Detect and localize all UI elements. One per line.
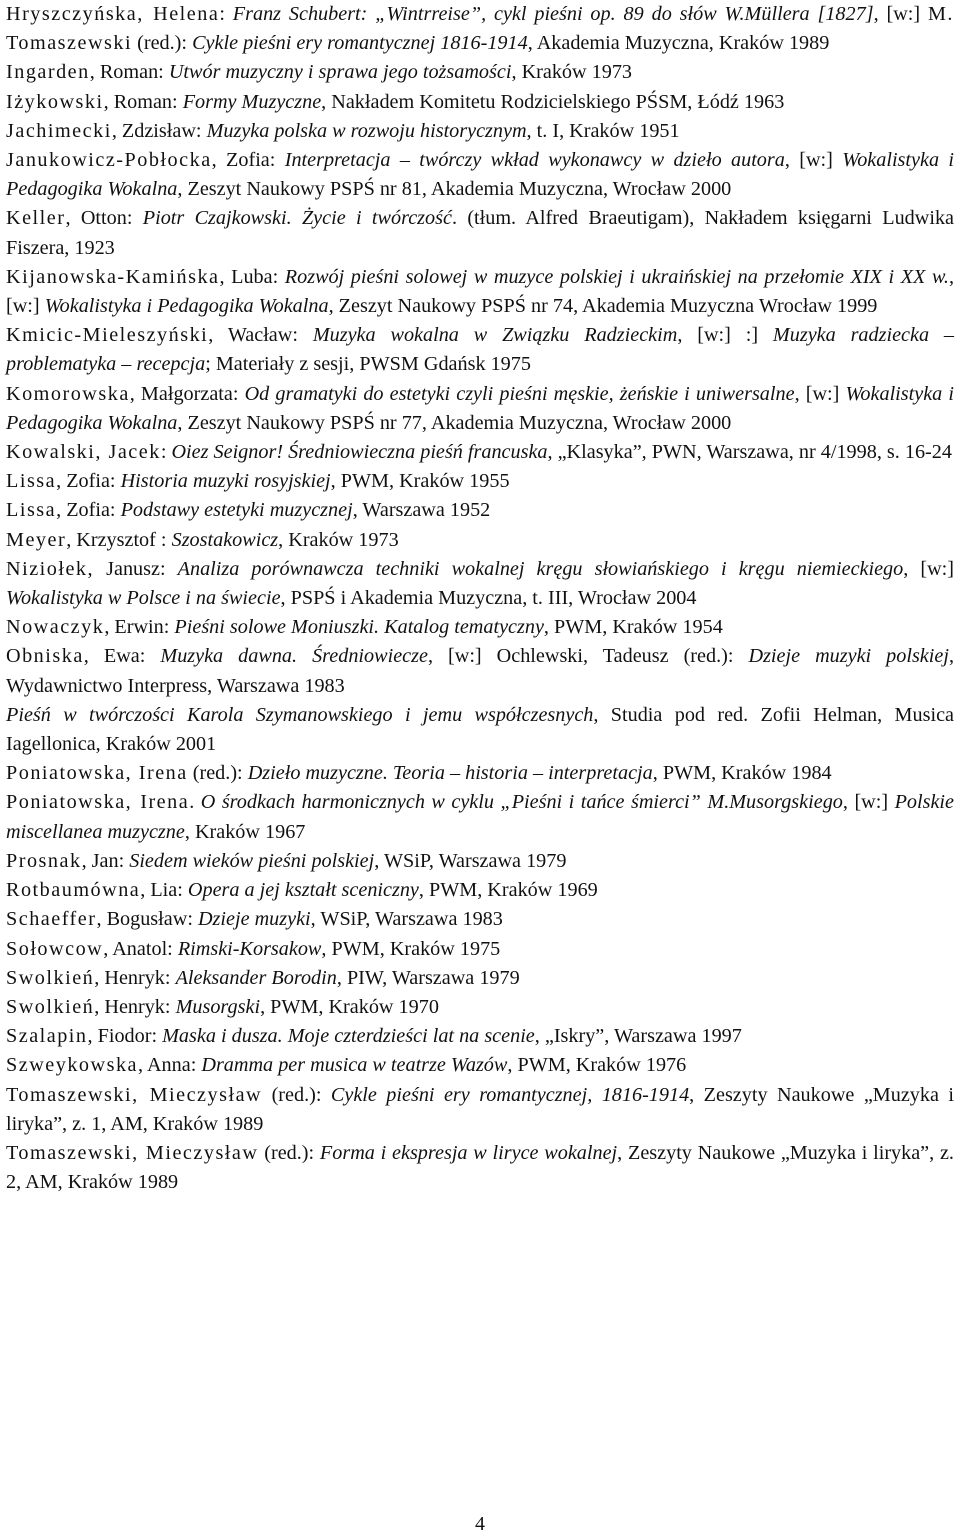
- entry-title: Rozwój pieśni solowej w muzyce polskiej i ukraińskiej na przełomie XIX i XX w.: [284, 265, 949, 288]
- entry-title: Cykle pieśni ery romantycznej, 1816-1914: [330, 1083, 690, 1106]
- entry-text: (red.):: [258, 1141, 320, 1164]
- entry-title: Dzieło muzyczne. Teoria – historia – interpretacja: [247, 762, 653, 785]
- entry-text: , Zeszyty Naukowe „Muzyka i liryka”, z. 2, AM, Kraków 1989: [6, 1141, 954, 1194]
- entry-text: , Erwin:: [104, 616, 175, 639]
- entry-title: Muzyka wokalna w Związku Radzieckim: [312, 324, 678, 347]
- bibliography-entry: [6, 321, 954, 379]
- entry-author: Lissa: [6, 499, 57, 522]
- entry-title: Muzyka dawna. Średniowiecze: [160, 645, 428, 668]
- entry-author: Rotbaumówna: [6, 879, 141, 902]
- entry-title: Piotr Czajkowski. Życie i twórczość: [142, 207, 452, 230]
- entry-text: , „Iskry”, Warszawa 1997: [534, 1025, 742, 1048]
- entry-text: , Zdzisław:: [111, 119, 207, 142]
- entry-text: , PWM, Kraków 1954: [543, 616, 723, 639]
- bibliography-entry: [6, 1022, 954, 1051]
- entry-text: , Kraków 1967: [184, 820, 306, 843]
- entry-text: , [w:]: [873, 3, 928, 25]
- entry-text: , PWM, Kraków 1975: [321, 937, 501, 960]
- entry-author: Nowaczyk: [6, 616, 105, 639]
- entry-title: Analiza porównawcza techniki wokalnej kręgu słowiańskiego i kręgu niemieckiego: [177, 557, 904, 580]
- entry-text: , Studia pod red. Zofii Helman, Musica Iagellonica, Kraków 2001: [6, 703, 954, 756]
- entry-text: Janusz:: [94, 557, 178, 580]
- entry-text: , Wacław:: [208, 324, 313, 347]
- bibliography-list: [6, 0, 954, 1197]
- entry-author: Hryszczyńska, Helena: [6, 3, 220, 25]
- entry-text: , Otton:: [65, 207, 143, 230]
- entry-text: , [w:]: [784, 149, 843, 172]
- entry-text: , PIW, Warszawa 1979: [336, 966, 520, 989]
- entry-author: Ingarden: [6, 61, 90, 84]
- entry-text: , Zofia:: [56, 499, 121, 522]
- bibliography-entry: [6, 964, 954, 993]
- entry-title: Oiez Seignor! Średniowieczna pieśń francuska: [171, 441, 548, 464]
- entry-text: , Henryk:: [94, 966, 176, 989]
- bibliography-entry: [6, 788, 954, 846]
- entry-text: , Małgorzata:: [129, 382, 245, 405]
- entry-text: , Henryk:: [94, 995, 176, 1018]
- entry-text: , PWM, Kraków 1955: [330, 470, 510, 493]
- bibliography-entry: [6, 0, 954, 58]
- entry-title: Formy Muzyczne: [182, 90, 322, 113]
- entry-text: , PSPŚ i Akademia Muzyczna, t. III, Wrocław 2004: [280, 587, 697, 610]
- entry-text: , Wydawnictwo Interpress, Warszawa 1983: [6, 645, 954, 697]
- entry-text: ; Materiały z sesji, PWSM Gdańsk 1975: [205, 353, 531, 376]
- bibliography-entry: [6, 88, 954, 117]
- entry-author: Schaeffer: [6, 908, 97, 931]
- bibliography-entry: [6, 1051, 954, 1080]
- entry-title: Wokalistyka i Pedagogika Wokalna: [44, 295, 329, 318]
- entry-text: , Roman:: [89, 61, 169, 84]
- bibliography-entry: [6, 526, 954, 555]
- entry-text: , Anatol:: [103, 937, 178, 960]
- entry-text: , Kraków 1973: [511, 61, 633, 84]
- entry-title: O środkach harmonicznych w cyklu „Pieśni i tańce śmierci” M.Musorgskiego: [200, 791, 843, 814]
- entry-text: , t. I, Kraków 1951: [526, 119, 680, 142]
- entry-text: , PWM, Kraków 1984: [652, 762, 832, 785]
- entry-author: Komorowska: [6, 382, 130, 405]
- entry-title: Rimski-Korsakow: [177, 937, 322, 960]
- entry-title: Wokalistyka i Pedagogika Wokalna: [6, 149, 954, 201]
- entry-text: , [w:] :]: [677, 324, 773, 347]
- entry-title: Dzieje muzyki: [197, 908, 311, 931]
- entry-author: Jachimecki: [6, 119, 112, 142]
- bibliography-entry: [6, 58, 954, 87]
- entry-text: :: [219, 3, 233, 25]
- entry-text: , Ewa:: [83, 645, 161, 668]
- bibliography-entry: [6, 263, 954, 321]
- bibliography-entry: [6, 146, 954, 204]
- entry-text: , Nakładem Komitetu Rodzicielskiego PŚSM, Łódź 1963: [321, 90, 785, 113]
- bibliography-entry: [6, 204, 954, 262]
- entry-author: Janukowicz-Pobłocka: [6, 149, 212, 172]
- entry-title: Historia muzyki rosyjskiej: [120, 470, 331, 493]
- entry-text: , „Klasyka”, PWN, Warszawa, nr 4/1998, s. 16-24: [547, 441, 952, 464]
- entry-author: Iżykowski: [6, 90, 104, 113]
- entry-author: Kowalski, Jacek: [6, 441, 161, 464]
- entry-text: , [w:] Ochlewski, Tadeusz (red.):: [427, 645, 749, 668]
- entry-title: Muzyka polska w rozwoju historycznym: [206, 119, 527, 142]
- entry-author: Sołowcow: [6, 937, 104, 960]
- entry-author: Tomaszewski, Mieczysław: [6, 1141, 259, 1164]
- entry-title: Dramma per musica w teatrze Wazów: [201, 1054, 508, 1077]
- entry-text: , Fiodor:: [87, 1025, 163, 1048]
- entry-author: Kmicic-Mieleszyński: [6, 324, 209, 347]
- entry-text: , Zeszyt Naukowy PSPŚ nr 77, Akademia Muzyczna, Wrocław 2000: [177, 411, 732, 434]
- entry-text: .: [189, 791, 201, 814]
- entry-author: Prosnak: [6, 849, 82, 872]
- entry-text: , WSiP, Warszawa 1979: [374, 849, 567, 872]
- entry-title: Cykle pieśni ery romantycznej 1816-1914: [192, 32, 528, 55]
- entry-title: Pieśni solowe Moniuszki. Katalog tematyczny: [174, 616, 544, 639]
- entry-author: Poniatowska, Irena: [6, 762, 188, 785]
- entry-title: Siedem wieków pieśni polskiej: [129, 849, 375, 872]
- bibliography-entry: [6, 993, 954, 1022]
- bibliography-entry: [6, 759, 954, 788]
- bibliography-entry: [6, 642, 954, 700]
- entry-title: Interpretacja – twórczy wkład wykonawcy w dzieło autora: [284, 149, 785, 172]
- entry-title: Podstawy estetyki muzycznej: [120, 499, 353, 522]
- entry-title: Franz Schubert: „Wintrreise”, cykl pieśni op. 89 do słów W.Müllera [1827]: [232, 3, 874, 25]
- entry-author: Szweykowska: [6, 1054, 138, 1077]
- bibliography-entry: [6, 876, 954, 905]
- entry-text: , Zofia:: [211, 149, 285, 172]
- bibliography-entry: [6, 701, 954, 759]
- bibliography-entry: [6, 847, 954, 876]
- entry-text: , [w:]: [6, 265, 954, 318]
- entry-author: Lissa: [6, 470, 57, 493]
- entry-text: , Zeszyt Naukowy PSPŚ nr 74, Akademia Muzyczna Wrocław 1999: [328, 295, 878, 318]
- entry-title: Utwór muzyczny i sprawa jego tożsamości: [168, 61, 512, 84]
- entry-title: Dzieje muzyki polskiej: [748, 645, 949, 668]
- entry-text: , Akademia Muzyczna, Kraków 1989: [527, 32, 830, 55]
- entry-text: , [w:]: [794, 382, 846, 405]
- entry-text: , Bogusław:: [96, 908, 198, 931]
- page-number: 4: [475, 1513, 485, 1535]
- bibliography-entry: [6, 555, 954, 613]
- entry-text: , Warszawa 1952: [352, 499, 491, 522]
- entry-text: , WSiP, Warszawa 1983: [310, 908, 503, 931]
- entry-title: Opera a jej kształt sceniczny: [187, 879, 419, 902]
- entry-text: (red.):: [262, 1083, 331, 1106]
- entry-text: , [w:]: [903, 557, 954, 580]
- entry-text: , Zeszyt Naukowy PSPŚ nr 81, Akademia Muzyczna, Wrocław 2000: [177, 178, 732, 201]
- entry-author: M. Tomaszewski: [6, 3, 954, 55]
- bibliography-entry: [6, 935, 954, 964]
- entry-author: Poniatowska, Irena: [6, 791, 190, 814]
- entry-text: , Krzysztof :: [66, 528, 172, 551]
- bibliography-entry: [6, 380, 954, 438]
- entry-author: Tomaszewski, Mieczysław: [6, 1083, 263, 1106]
- bibliography-entry: [6, 496, 954, 525]
- entry-text: , [w:]: [842, 791, 895, 814]
- entry-text: , Roman:: [103, 90, 183, 113]
- entry-text: , Zeszyty Naukowe „Muzyka i liryka”, z. 1, AM, Kraków 1989: [6, 1083, 954, 1135]
- entry-author: Swolkień: [6, 966, 95, 989]
- entry-title: Wokalistyka i Pedagogika Wokalna: [6, 382, 954, 434]
- entry-title: Szostakowicz: [171, 528, 279, 551]
- entry-title: Forma i ekspresja w liryce wokalnej: [319, 1141, 618, 1164]
- bibliography-entry: [6, 905, 954, 934]
- bibliography-entry: [6, 438, 954, 467]
- entry-text: , Lia:: [140, 879, 188, 902]
- entry-title: Wokalistyka w Polsce i na świecie: [6, 587, 281, 610]
- entry-title: Polskie miscellanea muzyczne: [6, 791, 954, 843]
- entry-text: (red.):: [132, 32, 193, 55]
- entry-title: Muzyka radziecka – problematyka – recepcja: [6, 324, 955, 376]
- entry-text: , Anna:: [138, 1054, 202, 1077]
- entry-text: , PWM, Kraków 1970: [260, 995, 439, 1018]
- entry-author: Szalapin: [6, 1025, 88, 1048]
- bibliography-entry: [6, 467, 954, 496]
- entry-text: , Luba:: [219, 265, 285, 288]
- bibliography-entry: [6, 117, 954, 146]
- entry-author: Swolkień: [6, 995, 95, 1018]
- entry-title: Aleksander Borodin: [175, 966, 337, 989]
- entry-text: , PWM, Kraków 1969: [418, 879, 598, 902]
- bibliography-entry: [6, 1139, 954, 1197]
- entry-author: Obniska: [6, 645, 84, 668]
- entry-title: Od gramatyki do estetyki czyli pieśni męskie, żeńskie i uniwersalne: [244, 382, 795, 405]
- entry-text: . (tłum. Alfred Braeutigam), Nakładem księgarni Ludwika Fiszera, 1923: [6, 207, 954, 259]
- entry-title: Pieśń w twórczości Karola Szymanowskiego i jemu współczesnych: [6, 703, 594, 726]
- entry-text: , Zofia:: [56, 470, 121, 493]
- entry-text: , Kraków 1973: [278, 528, 399, 551]
- entry-text: :: [160, 441, 172, 464]
- entry-author: Meyer: [6, 528, 67, 551]
- entry-title: Maska i dusza. Moje czterdzieści lat na scenie: [162, 1025, 535, 1048]
- entry-title: Musorgski: [175, 995, 261, 1018]
- entry-text: (red.):: [187, 762, 248, 785]
- bibliography-entry: [6, 1081, 954, 1139]
- bibliography-entry: [6, 613, 954, 642]
- entry-author: Kijanowska-Kamińska: [6, 265, 220, 288]
- entry-author: Niziołek,: [6, 557, 95, 580]
- entry-text: , Jan:: [81, 849, 130, 872]
- entry-author: Keller: [6, 207, 66, 230]
- entry-text: , PWM, Kraków 1976: [507, 1054, 687, 1077]
